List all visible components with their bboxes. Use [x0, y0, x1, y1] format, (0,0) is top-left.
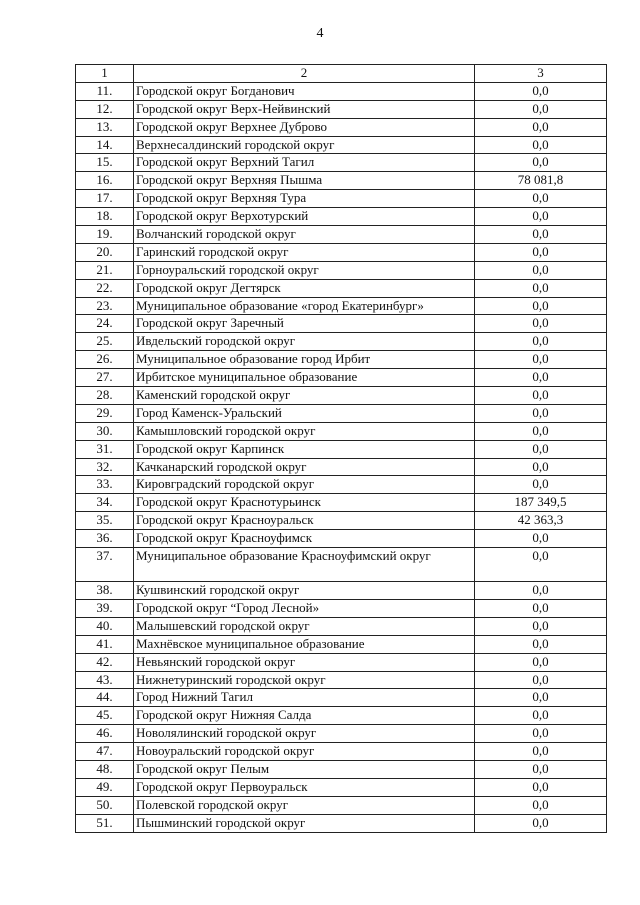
municipality-name-cell: Городской округ Краснотурьинск: [134, 494, 475, 512]
table-row: [76, 635, 607, 653]
row-number-cell: 37.: [76, 548, 134, 582]
row-number-cell: 48.: [76, 760, 134, 778]
table-row: [76, 279, 607, 297]
municipality-name-cell: Качканарский городской округ: [134, 458, 475, 476]
table-row: [76, 689, 607, 707]
value-cell: 0,0: [475, 369, 607, 387]
value-cell: 0,0: [475, 599, 607, 617]
municipality-name-cell: Новолялинский городской округ: [134, 725, 475, 743]
table-row: [76, 671, 607, 689]
row-number-cell: 40.: [76, 617, 134, 635]
value-cell: 0,0: [475, 208, 607, 226]
municipality-name-cell: Муниципальное образование город Ирбит: [134, 351, 475, 369]
value-cell: 0,0: [475, 154, 607, 172]
table-row: [76, 599, 607, 617]
municipality-name-cell: Горноуральский городской округ: [134, 261, 475, 279]
table-row: [76, 582, 607, 600]
row-number-cell: 24.: [76, 315, 134, 333]
value-cell: 0,0: [475, 530, 607, 548]
table-row: [76, 369, 607, 387]
value-cell: 0,0: [475, 136, 607, 154]
value-cell: 0,0: [475, 814, 607, 832]
row-number-cell: 33.: [76, 476, 134, 494]
header-cell-number: 1: [76, 65, 134, 83]
municipality-name-cell: Муниципальное образование Красноуфимский округ: [134, 548, 475, 582]
row-number-cell: 29.: [76, 404, 134, 422]
value-cell: 78 081,8: [475, 172, 607, 190]
table-row: [76, 226, 607, 244]
table-row: [76, 743, 607, 761]
value-cell: 0,0: [475, 635, 607, 653]
value-cell: 0,0: [475, 796, 607, 814]
value-cell: 0,0: [475, 707, 607, 725]
table-row: [76, 261, 607, 279]
row-number-cell: 39.: [76, 599, 134, 617]
header-cell-name: 2: [134, 65, 475, 83]
value-cell: 0,0: [475, 297, 607, 315]
municipality-name-cell: Гаринский городской округ: [134, 243, 475, 261]
table-row: [76, 243, 607, 261]
row-number-cell: 23.: [76, 297, 134, 315]
value-cell: 0,0: [475, 653, 607, 671]
municipality-name-cell: Городской округ Богданович: [134, 82, 475, 100]
row-number-cell: 45.: [76, 707, 134, 725]
value-cell: 0,0: [475, 243, 607, 261]
table-row: [76, 725, 607, 743]
row-number-cell: 15.: [76, 154, 134, 172]
municipality-name-cell: Городской округ Верхнее Дуброво: [134, 118, 475, 136]
table-row: [76, 351, 607, 369]
value-cell: 0,0: [475, 118, 607, 136]
municipality-name-cell: Городской округ Пелым: [134, 760, 475, 778]
row-number-cell: 51.: [76, 814, 134, 832]
row-number-cell: 19.: [76, 226, 134, 244]
value-cell: 0,0: [475, 279, 607, 297]
table-row: [76, 208, 607, 226]
value-cell: 0,0: [475, 261, 607, 279]
value-cell: 0,0: [475, 82, 607, 100]
municipality-name-cell: Городской округ Верхотурский: [134, 208, 475, 226]
row-number-cell: 36.: [76, 530, 134, 548]
table-row: [76, 136, 607, 154]
row-number-cell: 32.: [76, 458, 134, 476]
municipality-name-cell: Городской округ Карпинск: [134, 440, 475, 458]
value-cell: 0,0: [475, 422, 607, 440]
municipality-name-cell: Кировградский городской округ: [134, 476, 475, 494]
row-number-cell: 46.: [76, 725, 134, 743]
row-number-cell: 26.: [76, 351, 134, 369]
row-number-cell: 44.: [76, 689, 134, 707]
table-row: [76, 707, 607, 725]
table-row: [76, 333, 607, 351]
row-number-cell: 13.: [76, 118, 134, 136]
row-number-cell: 34.: [76, 494, 134, 512]
table-row: [76, 118, 607, 136]
municipality-name-cell: Кушвинский городской округ: [134, 582, 475, 600]
municipality-name-cell: Невьянский городской округ: [134, 653, 475, 671]
table-header-row: [76, 65, 607, 83]
value-cell: 0,0: [475, 190, 607, 208]
municipality-name-cell: Полевской городской округ: [134, 796, 475, 814]
table-row: [76, 154, 607, 172]
table-row: [76, 617, 607, 635]
row-number-cell: 41.: [76, 635, 134, 653]
table-row: [76, 494, 607, 512]
value-cell: 0,0: [475, 333, 607, 351]
row-number-cell: 27.: [76, 369, 134, 387]
table-row: [76, 760, 607, 778]
municipality-name-cell: Городской округ Заречный: [134, 315, 475, 333]
municipality-name-cell: Городской округ Дегтярск: [134, 279, 475, 297]
municipality-name-cell: Городской округ Верхний Тагил: [134, 154, 475, 172]
value-cell: 0,0: [475, 476, 607, 494]
row-number-cell: 16.: [76, 172, 134, 190]
row-number-cell: 49.: [76, 778, 134, 796]
row-number-cell: 35.: [76, 512, 134, 530]
municipality-name-cell: Город Каменск-Уральский: [134, 404, 475, 422]
row-number-cell: 14.: [76, 136, 134, 154]
municipality-name-cell: Городской округ Красноуфимск: [134, 530, 475, 548]
municipality-name-cell: Пышминский городской округ: [134, 814, 475, 832]
municipality-name-cell: Городской округ Верхняя Тура: [134, 190, 475, 208]
municipality-name-cell: Волчанский городской округ: [134, 226, 475, 244]
value-cell: 187 349,5: [475, 494, 607, 512]
row-number-cell: 50.: [76, 796, 134, 814]
row-number-cell: 18.: [76, 208, 134, 226]
value-cell: 0,0: [475, 440, 607, 458]
table-row: [76, 778, 607, 796]
value-cell: 0,0: [475, 689, 607, 707]
row-number-cell: 47.: [76, 743, 134, 761]
table-row: [76, 82, 607, 100]
municipality-name-cell: Каменский городской округ: [134, 387, 475, 405]
municipality-name-cell: Ирбитское муниципальное образование: [134, 369, 475, 387]
header-cell-value: 3: [475, 65, 607, 83]
table-row: [76, 190, 607, 208]
municipality-name-cell: Камышловский городской округ: [134, 422, 475, 440]
table-row: [76, 404, 607, 422]
municipality-name-cell: Городской округ Верхняя Пышма: [134, 172, 475, 190]
value-cell: 0,0: [475, 458, 607, 476]
municipality-name-cell: Махнёвское муниципальное образование: [134, 635, 475, 653]
municipality-name-cell: Городской округ Нижняя Салда: [134, 707, 475, 725]
value-cell: 0,0: [475, 387, 607, 405]
row-number-cell: 43.: [76, 671, 134, 689]
table-row: [76, 315, 607, 333]
value-cell: 0,0: [475, 743, 607, 761]
municipality-name-cell: Нижнетуринский городской округ: [134, 671, 475, 689]
value-cell: 0,0: [475, 404, 607, 422]
table-row: [76, 440, 607, 458]
municipality-name-cell: Городской округ Первоуральск: [134, 778, 475, 796]
row-number-cell: 22.: [76, 279, 134, 297]
row-number-cell: 38.: [76, 582, 134, 600]
table-row: [76, 297, 607, 315]
table-row: [76, 814, 607, 832]
table-row: [76, 653, 607, 671]
table-row: [76, 548, 607, 582]
municipality-name-cell: Городской округ Верх-Нейвинский: [134, 100, 475, 118]
municipality-name-cell: Ивдельский городской округ: [134, 333, 475, 351]
municipality-name-cell: Городской округ “Город Лесной»: [134, 599, 475, 617]
municipality-name-cell: Город Нижний Тагил: [134, 689, 475, 707]
value-cell: 0,0: [475, 725, 607, 743]
row-number-cell: 20.: [76, 243, 134, 261]
row-number-cell: 28.: [76, 387, 134, 405]
municipality-name-cell: Верхнесалдинский городской округ: [134, 136, 475, 154]
value-cell: 0,0: [475, 671, 607, 689]
row-number-cell: 12.: [76, 100, 134, 118]
value-cell: 0,0: [475, 548, 607, 582]
table-row: [76, 530, 607, 548]
row-number-cell: 17.: [76, 190, 134, 208]
value-cell: 0,0: [475, 582, 607, 600]
row-number-cell: 11.: [76, 82, 134, 100]
table-row: [76, 172, 607, 190]
municipality-name-cell: Городской округ Красноуральск: [134, 512, 475, 530]
value-cell: 0,0: [475, 315, 607, 333]
data-table: [75, 64, 607, 833]
value-cell: 0,0: [475, 617, 607, 635]
row-number-cell: 31.: [76, 440, 134, 458]
row-number-cell: 42.: [76, 653, 134, 671]
municipality-name-cell: Малышевский городской округ: [134, 617, 475, 635]
table-row: [76, 458, 607, 476]
value-cell: 0,0: [475, 226, 607, 244]
municipality-name-cell: Муниципальное образование «город Екатеринбург»: [134, 297, 475, 315]
value-cell: 0,0: [475, 100, 607, 118]
value-cell: 0,0: [475, 351, 607, 369]
value-cell: 0,0: [475, 760, 607, 778]
value-cell: 42 363,3: [475, 512, 607, 530]
table-row: [76, 476, 607, 494]
table-row: [76, 100, 607, 118]
row-number-cell: 25.: [76, 333, 134, 351]
table-row: [76, 387, 607, 405]
row-number-cell: 30.: [76, 422, 134, 440]
table-row: [76, 512, 607, 530]
page-number: 4: [316, 26, 324, 41]
value-cell: 0,0: [475, 778, 607, 796]
table-row: [76, 796, 607, 814]
municipality-name-cell: Новоуральский городской округ: [134, 743, 475, 761]
row-number-cell: 21.: [76, 261, 134, 279]
table-row: [76, 422, 607, 440]
